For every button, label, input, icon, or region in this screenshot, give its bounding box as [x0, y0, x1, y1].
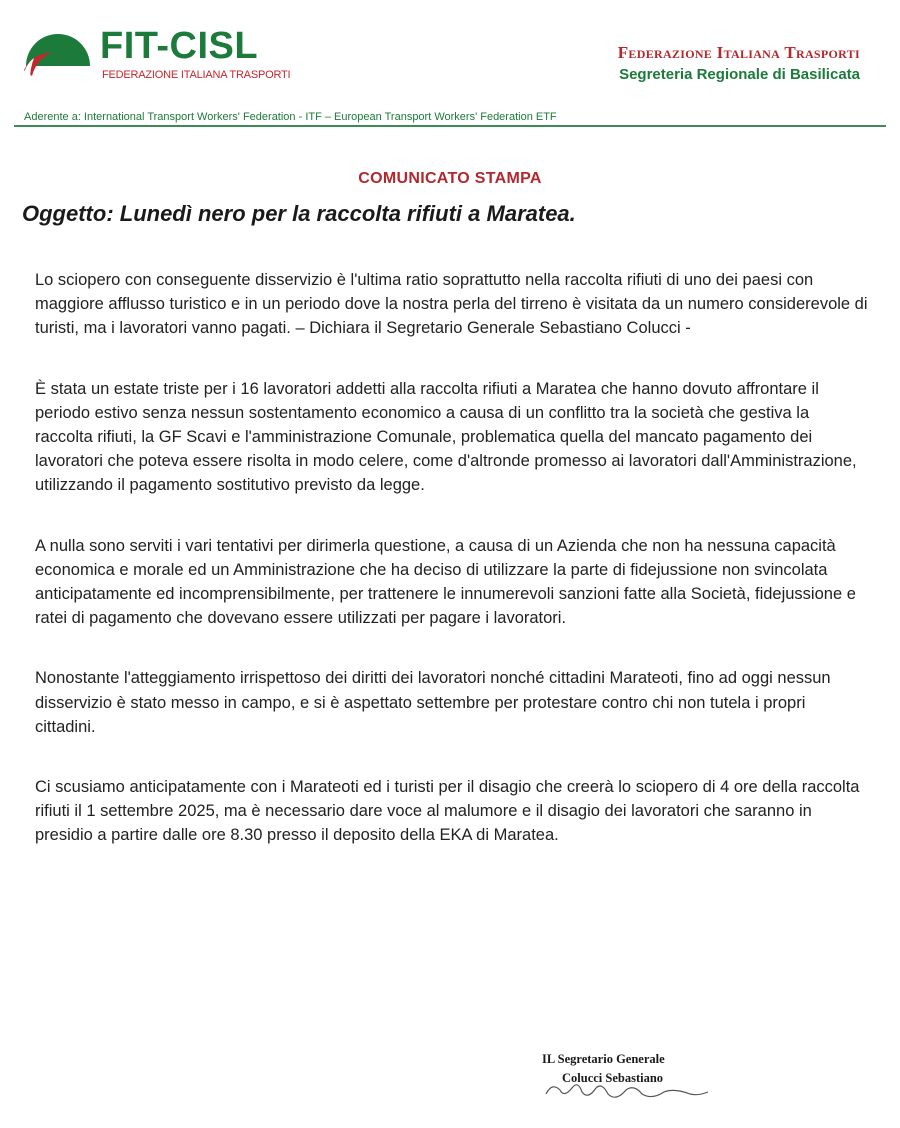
logo-title: FIT-CISL — [100, 25, 259, 67]
paragraph: Ci scusiamo anticipatamente con i Marateoti ed i turisti per il disagio che creerà lo sciopero di 4 ore della raccolta rifiuti il 1 settembre 2025, ma è necessario dare voce al malumore e il disagio dei lavoratori che saranno in presidio a partire dalle ore 8.30 presso il deposito della EKA di Maratea. — [35, 778, 860, 845]
header-divider — [14, 125, 886, 127]
affiliation-line: Aderente a: International Transport Workers' Federation - ITF – European Transport Workers' Federation ETF — [24, 111, 557, 123]
cisl-logo-icon — [22, 24, 94, 86]
signature-block — [542, 1052, 742, 1086]
document-body — [35, 268, 870, 884]
org-subtitle: Segreteria Regionale di Basilicata — [619, 66, 860, 83]
paragraph: Nonostante l'atteggiamento irrispettoso dei diritti dei lavoratori nonché cittadini Marateoti, fino ad oggi nessun disservizio è stato messo in campo, e si è aspettato settembre per protestare contro chi non tutela i propri cittadini. — [35, 669, 831, 736]
paragraph: È stata un estate triste per i 16 lavoratori addetti alla raccolta rifiuti a Maratea che hanno dovuto affrontare il periodo estivo senza nessun sostentamento economico a causa di un conflitto tra la società che gestiva la raccolta rifiuti, la GF Scavi e l'amministrazione Comunale, problematica quella del mancato pagamento dei lavoratori che poteva essere risolta in modo celere, come d'altronde promesso ai lavoratori dall'Amministrazione, utilizzando il pagamento sostitutivo previsto da legge. — [35, 379, 857, 495]
handwritten-signature-icon — [542, 1076, 712, 1106]
paragraph: Lo sciopero con conseguente disservizio è l'ultima ratio soprattutto nella raccolta rifiuti di uno dei paesi con maggiore afflusso turistico e in un periodo dove la nostra perla del tirreno è visitata da un numero considerevole di turisti, ma i lavoratori vanno pagati. – Dichiara il Segretario Generale Sebastiano Colucci - — [35, 271, 868, 338]
document-heading: COMUNICATO STAMPA — [358, 170, 542, 187]
org-title: Federazione Italiana Trasporti — [617, 43, 860, 62]
paragraph: A nulla sono serviti i vari tentativi per dirimerla questione, a causa di un Azienda che non ha nessuna capacità economica e morale ed un Amministrazione che ha deciso di utilizzare la parte di fidejussione non svincolata anticipatamente ed incomprensibilmente, per trattenere le innumerevoli sanzioni fatte alla Società, fidejussione e ratei di pagamento che dovevano essere utilizzati per pagare i lavoratori. — [35, 536, 856, 628]
signature-name: Colucci Sebastiano — [562, 1071, 664, 1085]
document-subject: Oggetto: Lunedì nero per la raccolta rifiuti a Maratea. — [22, 201, 576, 226]
signature-role: IL Segretario Generale — [542, 1052, 665, 1066]
logo-subtitle: FEDERAZIONE ITALIANA TRASPORTI — [102, 69, 291, 81]
